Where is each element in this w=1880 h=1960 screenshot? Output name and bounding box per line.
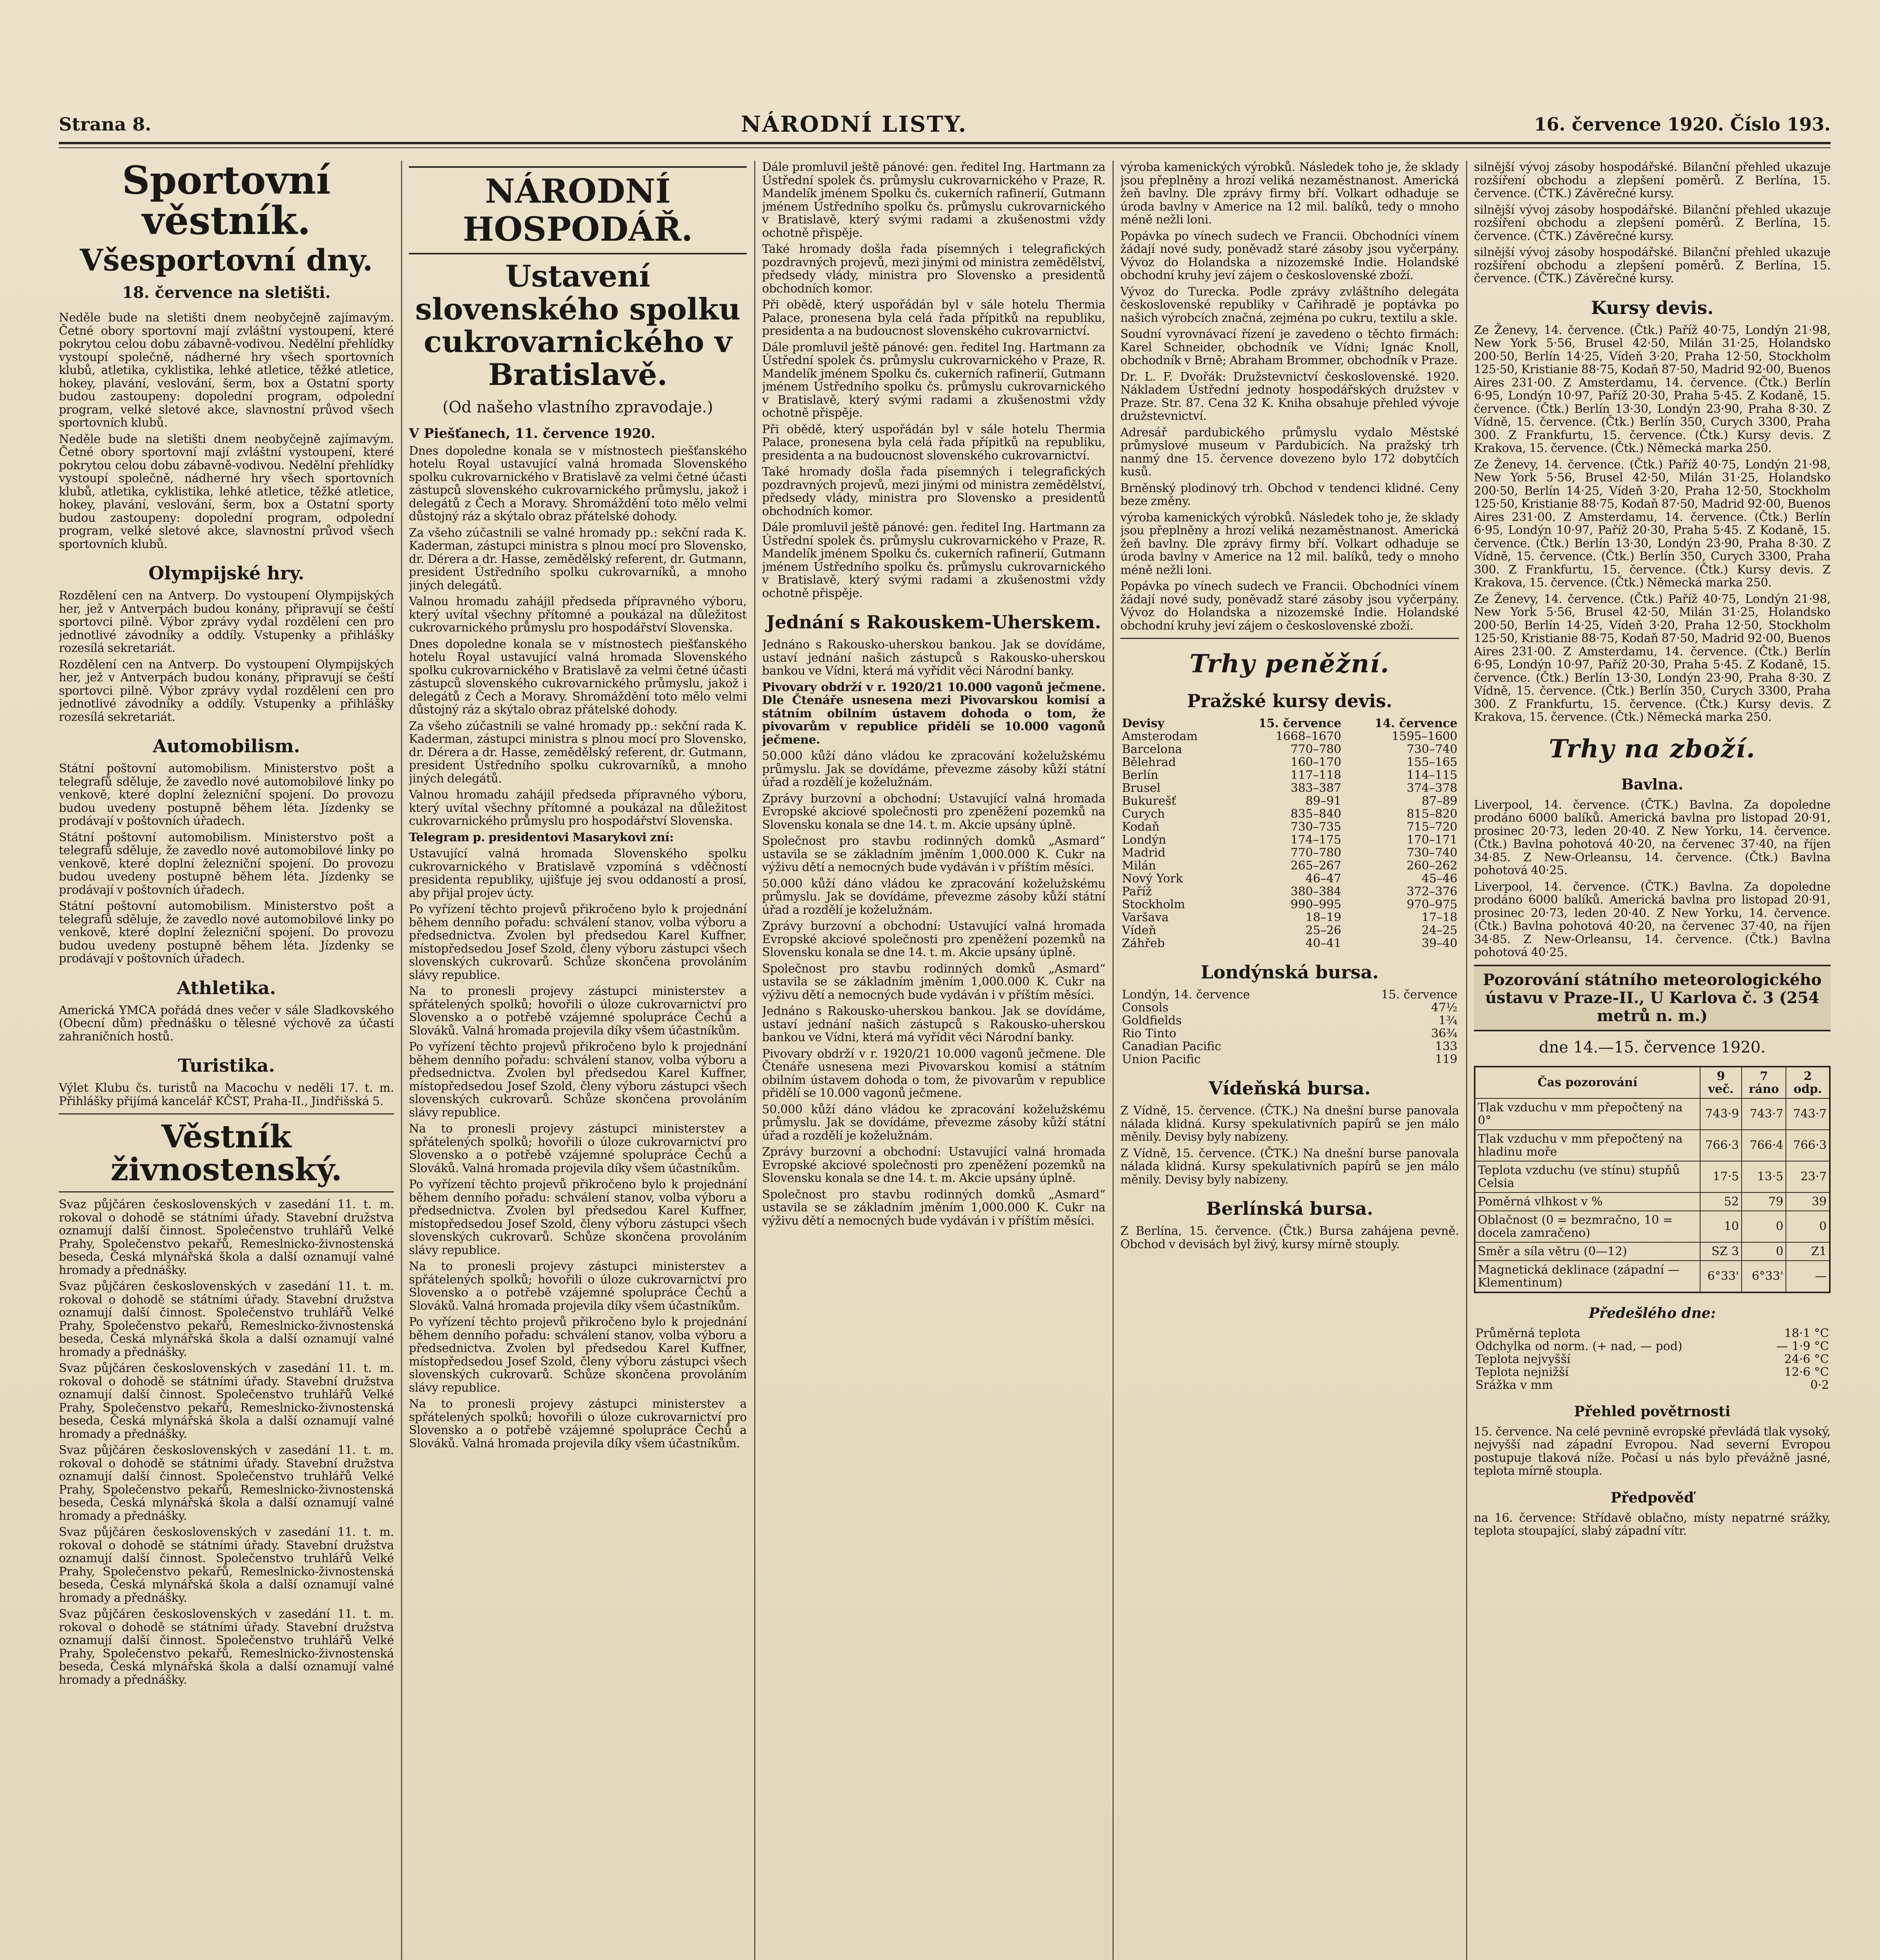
table-cell: 743·7 <box>1786 1098 1830 1130</box>
article-text: Za všeho zúčastnili se valné hromady pp.: sekční rada K. Kaderman, zástupci ministra s plnou mocí pro Slovensko, dr. Dérera a dr. Hasse, zemědělský referent, dr. Gutmann, president Ústředního spolku cukrovarníků, a mnoho jiných delegátů. <box>409 526 747 592</box>
meteo-subtitle: dne 14.—15. července 1920. <box>1539 1038 1766 1056</box>
article-text: Dále promluvil ještě pánové: gen. ředitel Ing. Hartmann za Ústřední spolek čs. průmyslu cukrovarnického v Praze, R. Mandelík jménem Spolku čs. cukerních rafinerií, Gutmann jménem Ústředního spolku čs. průmyslu cukrovarnického v Bratislavě, který svými radami a zkušenostmi vždy ochotně přispěje. <box>762 161 1105 240</box>
sport-date: 18. července na sletišti. <box>122 283 331 302</box>
london-table <box>1120 988 1459 1066</box>
article-text: výroba kamenických výrobků. Následek toho je, že sklady jsou přeplněny a hrozí veliká nezaměstnanost. Americká žeň bavlny. Dle zprávy firmy bří. Volkart odhaduje se úroda bavlny v Americe na 12 mil. balíků, tedy o mnoho méně nežli loni. <box>1120 510 1459 577</box>
table-cell: 380–384 <box>1290 885 1341 898</box>
table-cell: 18–19 <box>1305 911 1341 924</box>
article-text: Ze Ženevy, 14. července. (Čtk.) Paříž 40·75, Londýn 21·98, New York 5·56, Brusel 42·50, Milán 31·25, Holandsko 200·50, Berlín 14·25, Vídeň 3·20, Praha 12·50, Stockholm 125·50, Kristianie 88·75, Kodaň 87·50, Madrid 92·00, Buenos Aires 231·00. Z Amsterdamu, 14. července. (Čtk.) Berlín 6·95, Londýn 10·97, Paříž 20·30, Praha 5·45. Z Kodaně, 15. července. (Čtk.) Berlín 13·30, Londýn 23·90, Praha 8·30. Z Vídně, 15. července. (Čtk.) Berlín 350, Curych 3300, Praha 300. Z Frankfurtu, 15. července. (Čtk.) Kursy devis. Z Krakova, 15. července. (Čtk.) Německá marka 250. <box>1474 323 1831 455</box>
table-cell: 730–740 <box>1406 742 1457 756</box>
article-text: Liverpool, 14. července. (ČTK.) Bavlna. Za dopoledne prodáno 6000 balíků. Americká bavlna pro listopad 20·91, prosinec 20·73, leden 20·40. Z New Yorku, 14. července. (Čtk.) Bavlna pohotová 40·20, na červenec 37·40, na říjen 34·85. Z New-Orleansu, 14. července. (Čtk.) Bavlna pohotová 40·25. <box>1474 880 1831 959</box>
row-label: Goldfields <box>1122 1014 1182 1027</box>
article-text: Společnost pro stavbu rodinných domků „Asmard“ ustavila se se základním jměním 1,000.000 K. Cukr na výživu dětí a nemocných bude vydáván i v příštím měsíci. <box>762 834 1105 874</box>
divider <box>59 1113 394 1114</box>
table-row <box>1475 1242 1830 1261</box>
column-rule <box>401 161 402 1960</box>
table-body <box>1474 1327 1831 1392</box>
table-row <box>1120 846 1459 859</box>
article-text: silnější vývoj zásoby hospodářské. Bilanční přehled ukazuje rozšíření obchodu a zlepšení poměrů. Z Berlína, 15. července. (ČTK.) Závěrečné kursy. <box>1474 245 1831 285</box>
table-cell: 174–175 <box>1290 833 1341 847</box>
rates-title: Kursy devis. <box>1591 297 1714 318</box>
table-row <box>1120 833 1459 846</box>
section-heading: Athletika. <box>177 977 276 998</box>
table-cell: 715–720 <box>1406 820 1457 834</box>
article-text: Při obědě, který uspořádán byl v sále hotelu Thermia Palace, pronesena byla celá řada přípitků na republiku, presidenta a na budoucnost slovenského cukrovarnictví. <box>762 298 1105 338</box>
article-text: Výlet Klubu čs. turistů na Macochu v neděli 17. t. m. Přihlášky přijímá kancelář KČST, Praha-II., Jindřišská 5. <box>59 1081 394 1108</box>
column-rule <box>1112 161 1114 1960</box>
table-row <box>1474 1366 1831 1379</box>
prague-rates-title: Pražské kursy devis. <box>1187 690 1392 711</box>
row-label: Curych <box>1122 807 1165 821</box>
article-text: Soudní vyrovnávací řízení je zavedeno o těchto firmách: Karel Schneider, obchodník ve Vídni; Ignác Knoll, obchodník v Brně; Abraham Brommer, obchodník v Praze. <box>1120 327 1459 367</box>
masthead-rule <box>59 142 1831 144</box>
article-text: Americká YMCA pořádá dnes večer v sále Sladkovského (Obecní dům) přednášku o tělesné výchově za účasti zahraničních hostů. <box>59 1003 394 1044</box>
table-row <box>1475 1098 1830 1130</box>
table-cell: 79 <box>1742 1192 1786 1211</box>
table-cell: 52 <box>1700 1192 1742 1211</box>
section-heading: Automobilism. <box>152 735 300 757</box>
table-row <box>1475 1261 1830 1292</box>
article-text: Zprávy burzovní a obchodní: Ustavující valná hromada Evropské akciové společnosti pro zpeněžení pozemků na Slovensku konala se dne 14. t. m. Akcie upsány úplně. <box>762 1145 1105 1185</box>
table-cell: 0·2 <box>1810 1378 1829 1392</box>
article-text: Při obědě, který uspořádán byl v sále hotelu Thermia Palace, pronesena byla celá řada přípitků na republiku, presidenta a na budoucnost slovenského cukrovarnictví. <box>762 422 1105 463</box>
table-row <box>1120 769 1459 782</box>
table-cell: 766·3 <box>1786 1130 1830 1161</box>
row-label: Milán <box>1122 859 1156 873</box>
dateline: V Piešťanech, 11. července 1920. <box>409 425 655 441</box>
meteo-table <box>1474 1066 1831 1293</box>
article-text: Po vyřízení těchto projevů přikročeno bylo k projednání během denního pořadu: schválení stanov, volba výboru a předsednictva. Zvolen byl předsedou Karel Kuffner, místopředsedou Josef Szold, členy výboru zástupci všech slovenských cukrovarů. Schůze skončena provoláním slávy republice. <box>409 902 747 982</box>
row-label: Amsterodam <box>1122 730 1198 743</box>
article-text: Zprávy burzovní a obchodní: Ustavující valná hromada Evropské akciové společnosti pro zpeněžení pozemků na Slovensku konala se dne 14. t. m. Akcie upsány úplně. <box>762 919 1105 959</box>
column-economy <box>409 161 747 1960</box>
article-text: Státní poštovní automobilism. Ministerstvo pošt a telegrafů sděluje, že zavedlo nové automobilové linky po venkově, které doplní železniční spojení. Do provozu budou uvedeny postupně během léta. Jízdenky se prodávají v poštovních úřadech. <box>59 899 394 966</box>
berlin-title: Berlínská bursa. <box>1206 1198 1373 1219</box>
row-label: Union Pacific <box>1122 1053 1201 1066</box>
masthead-rule-thin <box>59 147 1831 148</box>
table-cell: SZ 3 <box>1700 1242 1742 1261</box>
article-text: Na to pronesli projevy zástupci ministerstev a spřátelených spolků; hovořili o úloze cukrovarnictví pro Slovensko a o potřebě vzájemné spolupráce Čechů a Slováků. Valná hromada projevila díky všem účastníkům. <box>409 984 747 1038</box>
column-economy-cont <box>762 161 1105 1960</box>
article-text: Telegram p. presidentovi Masarykovi zní: <box>409 830 674 844</box>
article-text: Pivovary obdrží v r. 1920/21 10.000 vagonů ječmene. Dle Čtenáře usnesena mezi Pivovarskou komisí a státním obilním ústavem dohoda o tom, že pivovarům v republice přidělí se 10.000 vagonů ječmene. <box>762 680 1105 747</box>
table-header <box>1120 717 1459 730</box>
newspaper-title: NÁRODNÍ LISTY. <box>741 111 967 137</box>
article-text: Brněnský plodinový trh. Obchod v tendenci klidné. Ceny beze změny. <box>1120 481 1459 508</box>
vienna-title: Vídeňská bursa. <box>1209 1078 1371 1099</box>
article-text: 15. července. Na celé pevnině evropské převládá tlak vysoký, nejvyšší nad západní Evropou. Nad severní Evropou postupuje tlaková níže. Počasí u nás bylo převážně jasné, teplota mírně stoupla. <box>1474 1425 1831 1478</box>
article-text: Valnou hromadu zahájil předseda přípravného výboru, který uvítal všechny přítomné a poukázal na důležitost cukrovarnického průmyslu pro hospodářství Slovenska. <box>409 595 747 635</box>
economy-subtitle: Ustavení slovenského spolku cukrovarnického v Bratislavě. <box>415 259 740 392</box>
table-row <box>1474 1379 1831 1392</box>
table-cell: 36¾ <box>1431 1027 1457 1040</box>
row-label: Brusel <box>1122 781 1161 795</box>
table-cell: 23·7 <box>1786 1161 1830 1192</box>
table-cell: 25–26 <box>1305 924 1341 937</box>
issue-date: 16. července 1920. Číslo 193. <box>1534 114 1831 135</box>
row-label: Odchylka od norm. (+ nad, — pod) <box>1475 1339 1682 1353</box>
table-cell: 1¾ <box>1438 1014 1457 1027</box>
row-label: Poměrná vlhkost v % <box>1475 1192 1700 1211</box>
money-markets-title: Trhy peněžní. <box>1189 649 1390 679</box>
table-cell: 114–115 <box>1406 768 1457 782</box>
table-row <box>1120 924 1459 937</box>
forecast-title: Předpověď <box>1610 1489 1694 1506</box>
article-text: Po vyřízení těchto projevů přikročeno bylo k projednání během denního pořadu: schválení stanov, volba výboru a předsednictva. Zvolen byl předsedou Karel Kuffner, místopředsedou Josef Szold, členy výboru zástupci všech slovenských cukrovarů. Schůze skončena provoláním slávy republice. <box>409 1315 747 1395</box>
column-header: 9 več. <box>1700 1067 1742 1098</box>
table-row <box>1120 743 1459 756</box>
row-label: Barcelona <box>1122 742 1182 756</box>
table-row <box>1120 911 1459 924</box>
row-label: Paříž <box>1122 885 1152 898</box>
table-body <box>1120 730 1459 950</box>
table-cell: 374–378 <box>1406 781 1457 795</box>
table-cell: 766·4 <box>1742 1130 1786 1161</box>
article-text: Po vyřízení těchto projevů přikročeno bylo k projednání během denního pořadu: schválení stanov, volba výboru a předsednictva. Zvolen byl předsedou Karel Kuffner, místopředsedou Josef Szold, členy výboru zástupci všech slovenských cukrovarů. Schůze skončena provoláním slávy republice. <box>409 1178 747 1257</box>
table-row <box>1120 937 1459 950</box>
section-heading: Turistika. <box>178 1055 275 1076</box>
article-text: silnější vývoj zásoby hospodářské. Bilanční přehled ukazuje rozšíření obchodu a zlepšení poměrů. Z Berlína, 15. července. (ČTK.) Závěrečné kursy. <box>1474 203 1831 243</box>
article-text: Jednáno s Rakousko-uherskou bankou. Jak se dovídáme, ustaví jednání našich zástupců s Rakousko-uherskou bankou ve Vídni, která má vyřídit věci Národní banky. <box>762 638 1105 678</box>
table-cell: 133 <box>1435 1040 1457 1053</box>
row-label: Teplota nejnižší <box>1475 1365 1569 1379</box>
row-label: Směr a síla větru (0—12) <box>1475 1242 1700 1261</box>
article-text: Liverpool, 14. července. (ČTK.) Bavlna. Za dopoledne prodáno 6000 balíků. Americká bavlna pro listopad 20·91, prosinec 20·73, leden 20·40. Z New Yorku, 14. července. (Čtk.) Bavlna pohotová 40·20, na červenec 37·40, na říjen 34·85. Z New-Orleansu, 14. července. (Čtk.) Bavlna pohotová 40·25. <box>1474 798 1831 877</box>
row-label: Vídeň <box>1122 924 1156 937</box>
table-cell: 18·1 °C <box>1784 1326 1829 1340</box>
table-body <box>1475 1098 1830 1292</box>
row-label: Magnetická deklinace (západní — Klementinum) <box>1475 1261 1700 1292</box>
article-text: Na to pronesli projevy zástupci ministerstev a spřátelených spolků; hovořili o úloze cukrovarnictví pro Slovensko a o potřebě vzájemné spolupráce Čechů a Slováků. Valná hromada projevila díky všem účastníkům. <box>409 1259 747 1313</box>
table-cell: 10 <box>1700 1211 1742 1242</box>
prague-rates-table <box>1120 717 1459 950</box>
table-row <box>1475 1161 1830 1192</box>
table-cell: 170–171 <box>1406 833 1457 847</box>
column-header: Devisy <box>1122 717 1165 730</box>
column-header: 15. července <box>1258 717 1341 730</box>
table-cell: 24·6 °C <box>1784 1352 1829 1366</box>
article-text: Zprávy burzovní a obchodní: Ustavující valná hromada Evropské akciové společnosti pro zpeněžení pozemků na Slovensku konala se dne 14. t. m. Akcie upsány úplně. <box>762 791 1105 832</box>
column-header: 2 odp. <box>1786 1067 1830 1098</box>
table-row <box>1120 1014 1459 1027</box>
table-row <box>1120 820 1459 833</box>
article-text: Pivovary obdrží v r. 1920/21 10.000 vagonů ječmene. Dle Čtenáře usnesena mezi Pivovarskou komisí a státním obilním ústavem dohoda o tom, že pivovarům v republice přidělí se 10.000 vagonů ječmene. <box>762 1047 1105 1100</box>
table-cell: 0 <box>1742 1211 1786 1242</box>
table-cell: 730–735 <box>1290 820 1341 834</box>
meteo-title: Pozorování státního meteorologického ústavu v Praze-II., U Karlova č. 3 (254 metrů n. m.) <box>1474 965 1831 1031</box>
article-text: Valnou hromadu zahájil předseda přípravného výboru, který uvítal všechny přítomné a poukázal na důležitost cukrovarnického průmyslu pro hospodářství Slovenska. <box>409 788 747 828</box>
article-text: Také hromady došla řada písemných i telegrafických pozdravných projevů, mezi jinými od ministra zemědělství, předsedy vlády, ministra pro Slovensko a presidentů obchodních komor. <box>762 242 1105 296</box>
article-text: Vývoz do Turecka. Podle zprávy zvláštního delegáta československé republiky v Cařihradě je poptávka po našich výrobcích značná, zejména po cukru, textilu a skle. <box>1120 285 1459 325</box>
table-cell: 119 <box>1435 1053 1457 1066</box>
row-label: Nový York <box>1122 872 1183 886</box>
article-text: Svaz půjčáren československých v zasedání 11. t. m. rokoval o dohodě se státními úřady. Stavební družstva oznamují další činnost. Společenstvo truhlářů Velké Prahy, Společenstvo pekařů, Remeslnicko-živnostenská beseda, Česká mlynářská škola a další oznamují valné hromady a přednášky. <box>59 1361 394 1441</box>
article-text: Adresář pardubického průmyslu vydalo Městské průmyslové museum v Pardubicích. Na pražský trh nanmý dne 15. července dovezeno bylo 172 dobytčích kusů. <box>1120 425 1459 479</box>
table-cell: 770–780 <box>1290 742 1341 756</box>
table-row <box>1120 782 1459 795</box>
article-text: Neděle bude na sletišti dnem neobyčejně zajímavým. Četné obory sportovní mají zvláštní vystoupení, které pokrytou celou dobu zábavně-vodivou. Nedělní přehlídky vystoupí společně, nádherné hry všech sportovních klubů, atletika, cyklistika, lehké atletice, těžké atletice, hokey, plavání, veslování, šerm, box a Ostatní sporty budou zastoupeny: dopolední program, odpolední program, velké sletové akce, slavnostní průvod všech sportovních klubů. <box>59 311 394 430</box>
article-text: Z Berlína, 15. července. (Čtk.) Bursa zahájena pevně. Obchod v devisách byl živý, kursy mírně stouply. <box>1120 1224 1459 1251</box>
article-text: Státní poštovní automobilism. Ministerstvo pošt a telegrafů sděluje, že zavedlo nové automobilové linky po venkově, které doplní železniční spojení. Do provozu budou uvedeny postupně během léta. Jízdenky se prodávají v poštovních úřadech. <box>59 762 394 828</box>
column-markets <box>1474 161 1831 1960</box>
column-rule <box>1466 161 1467 1960</box>
table-cell: — <box>1786 1261 1830 1292</box>
table-row <box>1474 1340 1831 1353</box>
row-label: Rio Tinto <box>1122 1027 1176 1040</box>
article-text: Svaz půjčáren československých v zasedání 11. t. m. rokoval o dohodě se státními úřady. Stavební družstva oznamují další činnost. Společenstvo truhlářů Velké Prahy, Společenstvo pekařů, Remeslnicko-živnostenská beseda, Česká mlynářská škola a další oznamují valné hromady a přednášky. <box>59 1607 394 1687</box>
article-text: Popávka po vínech sudech ve Francii. Obchodníci vínem žádají nové sudy, poněvadž staré zásoby jsou vyčerpány. Vývoz do Holandska a nizozemské Indie. Holandské obchodní kruhy jeví zájem o československé zboží. <box>1120 579 1459 633</box>
row-label: Varšava <box>1122 911 1169 924</box>
table-cell: 6°33' <box>1742 1261 1786 1292</box>
table-cell: 155–165 <box>1406 755 1457 769</box>
article-text: Dnes dopoledne konala se v místnostech piešťanského hotelu Royal ustavující valná hromada Slovenského spolku cukrovarnického v Bratislavě za velmi četné účasti zástupců slovenského cukrovarnického průmyslu, jakož i delegátů z Čech a Moravy. Shromáždění toto mělo velmi důstojný ráz a skýtalo obraz přátelské dohody. <box>409 444 747 524</box>
table-row <box>1120 1027 1459 1040</box>
row-label: Záhřeb <box>1122 936 1165 950</box>
sport-title: Sportovní věstník. <box>122 161 331 243</box>
table-cell: 383–387 <box>1290 781 1341 795</box>
table-row <box>1120 730 1459 743</box>
row-label: Consols <box>1122 1001 1169 1014</box>
article-text: silnější vývoj zásoby hospodářské. Bilanční přehled ukazuje rozšíření obchodu a zlepšení poměrů. Z Berlína, 15. července. (ČTK.) Závěrečné kursy. <box>1474 161 1831 200</box>
table-row <box>1474 1327 1831 1340</box>
article-text: Na to pronesli projevy zástupci ministerstev a spřátelených spolků; hovořili o úloze cukrovarnictví pro Slovensko a o potřebě vzájemné spolupráce Čechů a Slováků. Valná hromada projevila díky všem účastníkům. <box>409 1397 747 1450</box>
table-cell: 815–820 <box>1406 807 1457 821</box>
table-row <box>1120 1001 1459 1014</box>
table-cell: 743·7 <box>1742 1098 1786 1130</box>
table-cell: 0 <box>1742 1242 1786 1261</box>
table-cell: 990–995 <box>1290 898 1341 911</box>
article-text: 50.000 kůží dáno vládou ke zpracování koželužskému průmyslu. Jak se dovídáme, převezme zásoby kůží státní úřad a rozdělí je koželužnám. <box>762 1102 1105 1143</box>
column-sport <box>59 161 394 1960</box>
prior-day-table <box>1474 1327 1831 1392</box>
article-text: Svaz půjčáren československých v zasedání 11. t. m. rokoval o dohodě se státními úřady. Stavební družstva oznamují další činnost. Společenstvo truhlářů Velké Prahy, Společenstvo pekařů, Remeslnicko-živnostenská beseda, Česká mlynářská škola a další oznamují valné hromady a přednášky. <box>59 1279 394 1359</box>
economy-title-text: NÁRODNÍ HOSPODÁŘ. <box>463 172 693 249</box>
table-cell: 1668–1670 <box>1276 730 1341 743</box>
row-label: Berlín <box>1122 768 1158 782</box>
article-text: Společnost pro stavbu rodinných domků „Asmard“ ustavila se se základním jměním 1,000.000 K. Cukr na výživu dětí a nemocných bude vydáván i v příštím měsíci. <box>762 1187 1105 1228</box>
table-cell: 372–376 <box>1406 885 1457 898</box>
row-label: Madrid <box>1122 846 1165 860</box>
table-cell: 24–25 <box>1421 924 1457 937</box>
table-row <box>1120 859 1459 872</box>
article-text: Svaz půjčáren československých v zasedání 11. t. m. rokoval o dohodě se státními úřady. Stavební družstva oznamují další činnost. Společenstvo truhlářů Velké Prahy, Společenstvo pekařů, Remeslnicko-živnostenská beseda, Česká mlynářská škola a další oznamují valné hromady a přednášky. <box>59 1198 394 1277</box>
table-row <box>1120 1040 1459 1053</box>
prior-day-title: Předešlého dne: <box>1588 1305 1716 1321</box>
table-row <box>1475 1130 1830 1161</box>
table-cell: 0 <box>1786 1211 1830 1242</box>
table-cell: 970–975 <box>1406 898 1457 911</box>
article-text: Popávka po vínech sudech ve Francii. Obchodníci vínem žádají nové sudy, poněvadž staré zásoby jsou vyčerpány. Vývoz do Holandska a nizozemské Indie. Holandské obchodní kruhy jeví zájem o československé zboží. <box>1120 229 1459 282</box>
table-cell: 87–89 <box>1421 794 1457 808</box>
table-body <box>1120 988 1459 1066</box>
article-text: 50.000 kůží dáno vládou ke zpracování koželužskému průmyslu. Jak se dovídáme, převezme zásoby kůží státní úřad a rozdělí je koželužnám. <box>762 749 1105 789</box>
table-cell: 770–780 <box>1290 846 1341 860</box>
column-header: 7 ráno <box>1742 1067 1786 1098</box>
london-title: Londýnská bursa. <box>1201 962 1379 983</box>
column-header: 14. července <box>1374 717 1457 730</box>
article-text: Rozdělení cen na Antverp. Do vystoupení Olympijských her, jež v Antverpách budou konány, připravují se čeští sportovci pilně. Výbor zprávy vydal rozdělení cen pro jednotlivé závodníky a oddíly. Vstupenky a přihlášky rozesílá sekretariát. <box>59 657 394 724</box>
article-text: Dále promluvil ještě pánové: gen. ředitel Ing. Hartmann za Ústřední spolek čs. průmyslu cukrovarnického v Praze, R. Mandelík jménem Spolku čs. cukerních rafinerií, Gutmann jménem Ústředního spolku čs. průmyslu cukrovarnického v Bratislavě, který svými radami a zkušenostmi vždy ochotně přispěje. <box>762 340 1105 420</box>
table-cell: Z1 <box>1786 1242 1830 1261</box>
article-text: Dr. L. F. Dvořák: Družstevnictví československé. 1920. Nákladem Ústřední jednoty hospodářských družstev v Praze. Str. 87. Cena 32 K. Kniha obsahuje přehled vývoje družstevnictví. <box>1120 370 1459 423</box>
article-text: výroba kamenických výrobků. Následek toho je, že sklady jsou přeplněny a hrozí veliká nezaměstnanost. Americká žeň bavlny. Dle zprávy firmy bří. Volkart odhaduje se úroda bavlny v Americe na 12 mil. balíků, tedy o mnoho méně nežli loni. <box>1120 161 1459 227</box>
article-text: Svaz půjčáren československých v zasedání 11. t. m. rokoval o dohodě se státními úřady. Stavební družstva oznamují další činnost. Společenstvo truhlářů Velké Prahy, Společenstvo pekařů, Remeslnicko-živnostenská beseda, Česká mlynářská škola a další oznamují valné hromady a přednášky. <box>59 1525 394 1605</box>
table-cell: 160–170 <box>1290 755 1341 769</box>
row-label: Průměrná teplota <box>1475 1326 1581 1340</box>
table-cell: 13·5 <box>1742 1161 1786 1192</box>
table-cell: — 1·9 °C <box>1776 1339 1829 1353</box>
table-cell: 40–41 <box>1305 936 1341 950</box>
article-text: Ze Ženevy, 14. července. (Čtk.) Paříž 40·75, Londýn 21·98, New York 5·56, Brusel 42·50, Milán 31·25, Holandsko 200·50, Berlín 14·25, Vídeň 3·20, Praha 12·50, Stockholm 125·50, Kristianie 88·75, Kodaň 87·50, Madrid 92·00, Buenos Aires 231·00. Z Amsterdamu, 14. července. (Čtk.) Berlín 6·95, Londýn 10·97, Paříž 20·30, Praha 5·45. Z Kodaně, 15. července. (Čtk.) Berlín 13·30, Londýn 23·90, Praha 8·30. Z Vídně, 15. července. (Čtk.) Berlín 350, Curych 3300, Praha 300. Z Frankfurtu, 15. července. (Čtk.) Kursy devis. Z Krakova, 15. července. (Čtk.) Německá marka 250. <box>1474 592 1831 724</box>
article-text: Také hromady došla řada písemných i telegrafických pozdravných projevů, mezi jinými od ministra zemědělství, předsedy vlády, ministra pro Slovensko a presidentů obchodních komor. <box>762 465 1105 518</box>
table-cell: 17·5 <box>1700 1161 1742 1192</box>
economy-title <box>409 166 747 254</box>
section-heading: Olympijské hry. <box>148 563 305 584</box>
table-cell: 260–262 <box>1406 859 1457 873</box>
table-cell: 46–47 <box>1305 872 1341 886</box>
section-heading: Jednání s Rakouskem-Uherskem. <box>766 612 1101 633</box>
row-label: Canadian Pacific <box>1122 1040 1221 1053</box>
article-text: Po vyřízení těchto projevů přikročeno bylo k projednání během denního pořadu: schválení stanov, volba výboru a předsednictva. Zvolen byl předsedou Karel Kuffner, místopředsedou Josef Szold, členy výboru zástupci všech slovenských cukrovarů. Schůze skončena provoláním slávy republice. <box>409 1040 747 1120</box>
commodity-subtitle: Bavlna. <box>1621 775 1684 793</box>
masthead <box>59 111 1831 137</box>
table-cell: 17–18 <box>1421 911 1457 924</box>
table-row <box>1120 756 1459 769</box>
article-text: Z Vídně, 15. července. (ČTK.) Na dnešní burse panovala nálada klidná. Kursy spekulativních papírů se jen málo měnily. Devisy byly nabízeny. <box>1120 1104 1459 1144</box>
article-text: Státní poštovní automobilism. Ministerstvo pošt a telegrafů sděluje, že zavedlo nové automobilové linky po venkově, které doplní železniční spojení. Do provozu budou uvedeny postupně během léta. Jízdenky se prodávají v poštovních úřadech. <box>59 830 394 897</box>
table-row <box>1475 1211 1830 1242</box>
table-row <box>1120 1053 1459 1066</box>
table-cell: 39–40 <box>1421 936 1457 950</box>
article-text: Na to pronesli projevy zástupci ministerstev a spřátelených spolků; hovořili o úloze cukrovarnictví pro Slovensko a o potřebě vzájemné spolupráce Čechů a Slováků. Valná hromada projevila díky všem účastníkům. <box>409 1122 747 1175</box>
table-row <box>1120 795 1459 808</box>
table-cell: 730–740 <box>1406 846 1457 860</box>
divider <box>59 1191 394 1192</box>
article-text: Ustavující valná hromada Slovenského spolku cukrovarnického v Bratislavě vzpomíná s vděčností presidenta republiky, ujišťuje jej svou oddaností a prosí, aby přijal projev úcty. <box>409 847 747 900</box>
table-cell: 89–91 <box>1305 794 1341 808</box>
table-row <box>1120 808 1459 820</box>
row-label: Kodaň <box>1122 820 1160 834</box>
article-text: Ze Ženevy, 14. července. (Čtk.) Paříž 40·75, Londýn 21·98, New York 5·56, Brusel 42·50, Milán 31·25, Holandsko 200·50, Berlín 14·25, Vídeň 3·20, Praha 12·50, Stockholm 125·50, Kristianie 88·75, Kodaň 87·50, Madrid 92·00, Buenos Aires 231·00. Z Amsterdamu, 14. července. (Čtk.) Berlín 6·95, Londýn 10·97, Paříž 20·30, Praha 5·45. Z Kodaně, 15. července. (Čtk.) Berlín 13·30, Londýn 23·90, Praha 8·30. Z Vídně, 15. července. (Čtk.) Berlín 350, Curych 3300, Praha 300. Z Frankfurtu, 15. července. (Čtk.) Kursy devis. Z Krakova, 15. července. (Čtk.) Německá marka 250. <box>1474 457 1831 590</box>
table-cell: 835–840 <box>1290 807 1341 821</box>
row-label: Tlak vzduchu v mm přepočtený na 0° <box>1475 1098 1700 1130</box>
article-text: Neděle bude na sletišti dnem neobyčejně zajímavým. Četné obory sportovní mají zvláštní vystoupení, které pokrytou celou dobu zábavně-vodivou. Nedělní přehlídky vystoupí společně, nádherné hry všech sportovních klubů, atletika, cyklistika, lehké atletice, těžké atletice, hokey, plavání, veslování, šerm, box a Ostatní sporty budou zastoupeny: dopolední program, odpolední program, velké sletové akce, slavnostní průvod všech sportovních klubů. <box>59 432 394 551</box>
row-label: Londýn <box>1122 833 1166 847</box>
table-row <box>1120 988 1459 1001</box>
column-header: Čas pozorování <box>1475 1067 1700 1098</box>
table-header <box>1475 1067 1830 1098</box>
article-text: Jednáno s Rakousko-uherskou bankou. Jak se dovídáme, ustaví jednání našich zástupců s Rakousko-uherskou bankou ve Vídni, která má vyřídit věci Národní banky. <box>762 1004 1105 1044</box>
table-cell: 12·6 °C <box>1784 1365 1829 1379</box>
table-row <box>1475 1192 1830 1211</box>
column-trade <box>1120 161 1459 1960</box>
article-text: Z Vídně, 15. července. (ČTK.) Na dnešní burse panovala nálada klidná. Kursy spekulativních papírů se jen málo měnily. Devisy byly nabízeny. <box>1120 1146 1459 1187</box>
row-label: Teplota vzduchu (ve stínu) stupňů Celsia <box>1475 1161 1700 1192</box>
table-cell: 15. července <box>1381 988 1457 1002</box>
table-cell: 39 <box>1786 1192 1830 1211</box>
table-row <box>1474 1353 1831 1366</box>
sport-subtitle: Všesportovní dny. <box>80 242 373 278</box>
correspondent-note: (Od našeho vlastního zpravodaje.) <box>442 398 713 416</box>
table-row <box>1120 898 1459 911</box>
row-label: Bukurešť <box>1122 794 1176 808</box>
table-cell: 45–46 <box>1421 872 1457 886</box>
weather-outlook-title: Přehled povětrnosti <box>1574 1403 1731 1420</box>
row-label: Stockholm <box>1122 898 1185 911</box>
article-text: Rozdělení cen na Antverp. Do vystoupení Olympijských her, jež v Antverpách budou konány, připravují se čeští sportovci pilně. Výbor zprávy vydal rozdělení cen pro jednotlivé závodníky a oddíly. Vstupenky a přihlášky rozesílá sekretariát. <box>59 589 394 655</box>
table-cell: 265–267 <box>1290 859 1341 873</box>
table-cell: 743·9 <box>1700 1098 1742 1130</box>
article-text: Společnost pro stavbu rodinných domků „Asmard“ ustavila se se základním jměním 1,000.000 K. Cukr na výživu dětí a nemocných bude vydáván i v příštím měsíci. <box>762 962 1105 1002</box>
page-number: Strana 8. <box>59 114 151 135</box>
divider <box>1120 638 1459 639</box>
row-label: Srážka v mm <box>1475 1378 1553 1392</box>
commodity-title: Trhy na zboží. <box>1549 734 1756 764</box>
article-text: na 16. července: Střídavě oblačno, místy nepatrné srážky, teplota stoupající, slabý západní vítr. <box>1474 1511 1831 1538</box>
table-cell: 6°33' <box>1700 1261 1742 1292</box>
table-cell: 766·3 <box>1700 1130 1742 1161</box>
row-label: Bělehrad <box>1122 755 1176 769</box>
row-label: Teplota nejvyšší <box>1475 1352 1571 1366</box>
column-rule <box>754 161 755 1960</box>
article-text: Za všeho zúčastnili se valné hromady pp.: sekční rada K. Kaderman, zástupci ministra s plnou mocí pro Slovensko, dr. Dérera a dr. Hasse, zemědělský referent, dr. Gutmann, president Ústředního spolku cukrovarníků, a mnoho jiných delegátů. <box>409 719 747 786</box>
table-cell: 47½ <box>1431 1001 1457 1014</box>
table-row <box>1120 885 1459 898</box>
table-cell: 117–118 <box>1290 768 1341 782</box>
table-row <box>1120 872 1459 885</box>
article-text: Svaz půjčáren československých v zasedání 11. t. m. rokoval o dohodě se státními úřady. Stavební družstva oznamují další činnost. Společenstvo truhlářů Velké Prahy, Společenstvo pekařů, Remeslnicko-živnostenská beseda, Česká mlynářská škola a další oznamují valné hromady a přednášky. <box>59 1443 394 1523</box>
article-text: Dnes dopoledne konala se v místnostech piešťanského hotelu Royal ustavující valná hromada Slovenského spolku cukrovarnického v Bratislavě za velmi četné účasti zástupců slovenského cukrovarnického průmyslu, jakož i delegátů z Čech a Moravy. Shromáždění toto mělo velmi důstojný ráz a skýtalo obraz přátelské dohody. <box>409 637 747 717</box>
trade-title: Věstník živnostenský. <box>111 1118 342 1188</box>
row-label: Londýn, 14. července <box>1122 988 1250 1002</box>
table-cell: 1595–1600 <box>1392 730 1457 743</box>
article-text: Dále promluvil ještě pánové: gen. ředitel Ing. Hartmann za Ústřední spolek čs. průmyslu cukrovarnického v Praze, R. Mandelík jménem Spolku čs. cukerních rafinerií, Gutmann jménem Ústředního spolku čs. průmyslu cukrovarnického v Bratislavě, který svými radami a zkušenostmi vždy ochotně přispěje. <box>762 521 1105 600</box>
row-label: Tlak vzduchu v mm přepočtený na hladinu moře <box>1475 1130 1700 1161</box>
row-label: Oblačnost (0 = bezmračno, 10 = docela zamračeno) <box>1475 1211 1700 1242</box>
article-text: 50.000 kůží dáno vládou ke zpracování koželužskému průmyslu. Jak se dovídáme, převezme zásoby kůží státní úřad a rozdělí je koželužnám. <box>762 877 1105 917</box>
